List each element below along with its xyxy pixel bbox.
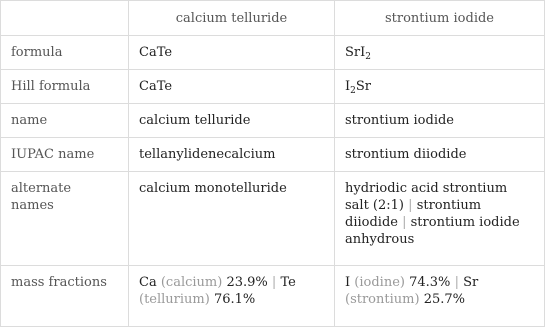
separator: | — [454, 275, 459, 290]
cell-mass-calcium-telluride — [129, 266, 335, 327]
row-label-hill-formula: Hill formula — [1, 70, 129, 104]
cell-name-strontium-iodide: strontium iodide — [335, 104, 545, 138]
table-row-mass-fractions — [1, 266, 545, 327]
element-name: (calcium) — [160, 275, 223, 290]
mass-fraction-value: 23.9% — [226, 275, 268, 290]
table-row-alternate-names — [1, 172, 545, 266]
formula-subscript: 2 — [365, 52, 371, 62]
mass-fraction-value: 76.1% — [213, 292, 256, 307]
separator: | — [402, 215, 407, 230]
mass-fraction-value: 74.3% — [409, 275, 451, 290]
cell-alternate-strontium-iodide — [335, 172, 545, 266]
cell-name-calcium-telluride: calcium telluride — [129, 104, 335, 138]
cell-hill-calcium-telluride: CaTe — [129, 70, 335, 104]
cell-iupac-strontium-iodide: strontium diiodide — [335, 138, 545, 172]
element-symbol: Te — [280, 275, 296, 290]
cell-hill-strontium-iodide — [335, 70, 545, 104]
hill-subscript: 2 — [350, 86, 356, 96]
table-row-hill-formula — [1, 70, 545, 104]
corner-cell — [1, 1, 129, 36]
mass-fraction-value: 25.7% — [423, 292, 465, 307]
row-label-formula: formula — [1, 36, 129, 70]
cell-iupac-calcium-telluride: tellanylidenecalcium — [129, 138, 335, 172]
hill-pre: I — [345, 79, 351, 94]
header-row — [1, 1, 545, 36]
column-header-strontium-iodide: strontium iodide — [335, 1, 545, 36]
column-header-calcium-telluride: calcium telluride — [129, 1, 335, 36]
element-name: (iodine) — [354, 275, 405, 290]
table-row-iupac-name — [1, 138, 545, 172]
row-label-name: name — [1, 104, 129, 138]
hill-post: Sr — [355, 79, 371, 94]
cell-formula-strontium-iodide — [335, 36, 545, 70]
row-label-alternate-names: alternate names — [1, 172, 129, 266]
alternate-name: strontium diiodide — [345, 198, 482, 230]
element-symbol: Sr — [463, 275, 479, 290]
alternate-name: hydriodic acid strontium salt (2:1) — [345, 181, 508, 213]
separator: | — [271, 275, 277, 290]
element-name: (strontium) — [345, 292, 420, 307]
element-symbol: Ca — [139, 275, 157, 290]
cell-formula-calcium-telluride: CaTe — [129, 36, 335, 70]
cell-mass-strontium-iodide — [335, 266, 545, 327]
row-label-mass-fractions: mass fractions — [1, 266, 129, 327]
cell-alternate-calcium-telluride: calcium monotelluride — [129, 172, 335, 266]
separator: | — [408, 198, 413, 213]
table-row-name — [1, 104, 545, 138]
element-name: (tellurium) — [139, 292, 210, 307]
element-symbol: I — [345, 275, 351, 290]
alternate-name: strontium iodide anhydrous — [345, 215, 520, 247]
row-label-iupac-name: IUPAC name — [1, 138, 129, 172]
formula-text: SrI — [345, 45, 366, 60]
table-row-formula — [1, 36, 545, 70]
